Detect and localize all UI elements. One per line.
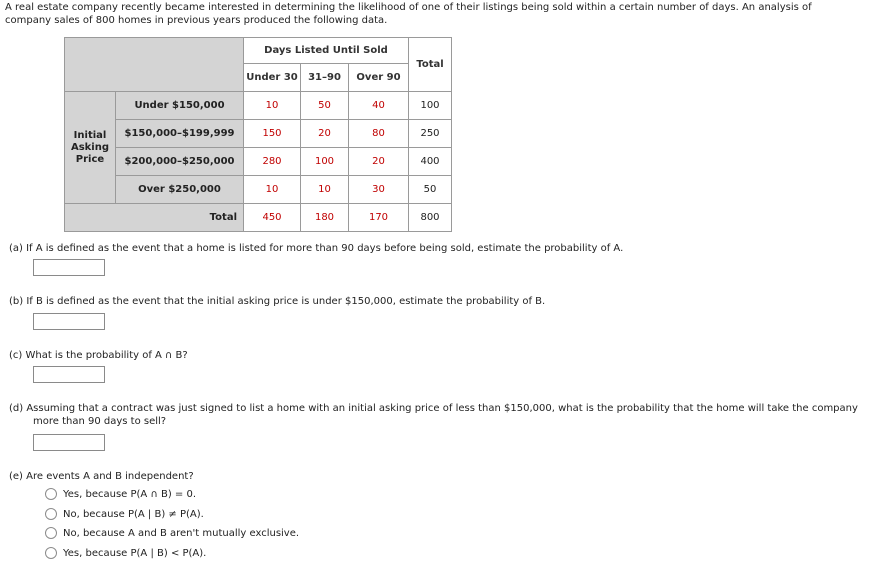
row-total: 250 [409,120,452,148]
answer-a-input[interactable] [33,259,105,276]
question-b: (b) If B is defined as the event that the initial asking price is under $150,000, estimate the probability of B. [9,296,546,307]
question-e: (e) Are events A and B independent? [9,471,194,482]
row-total: 400 [409,148,452,176]
radio-button-icon[interactable] [45,547,57,559]
option-label: No, because P(A | B) ≠ P(A). [63,508,204,520]
radio-button-icon[interactable] [45,508,57,520]
table-cell: 10 [244,92,301,120]
question-a: (a) If A is defined as the event that a home is listed for more than 90 days before being sold, estimate the probability of A. [9,243,624,254]
table-corner-cell [65,38,244,92]
table-cell: 40 [349,92,409,120]
table-cell: 150 [244,120,301,148]
question-d-line: (d) Assuming that a contract was just signed to list a home with an initial asking price of less than $150,000, what is the probability that the home will take the company [9,403,858,414]
row-label: Over $250,000 [116,176,244,204]
table-cell: 10 [244,176,301,204]
option-4[interactable] [45,547,206,559]
answer-c-input[interactable] [33,366,105,383]
row-label: $200,000–$250,000 [116,148,244,176]
col-header: 31–90 [301,64,349,92]
table-cell: 170 [349,204,409,232]
row-total: 50 [409,176,452,204]
days-header: Days Listed Until Sold [244,38,409,64]
total-header: Total [409,38,452,92]
table-cell: 50 [301,92,349,120]
question-d-line: more than 90 days to sell? [33,416,167,427]
row-total: 100 [409,92,452,120]
radio-button-icon[interactable] [45,488,57,500]
side-label-line: Initial [73,129,107,141]
radio-button-icon[interactable] [45,527,57,539]
question-d [9,402,858,428]
table-cell: 30 [349,176,409,204]
initial-asking-price-label [65,92,116,204]
answer-b-input[interactable] [33,313,105,330]
table-cell: 180 [301,204,349,232]
col-header: Over 90 [349,64,409,92]
option-3[interactable] [45,527,299,539]
option-label: Yes, because P(A | B) < P(A). [63,547,207,559]
total-row-label: Total [65,204,244,232]
col-header: Under 30 [244,64,301,92]
table-cell: 100 [301,148,349,176]
option-label: No, because A and B aren't mutually exclusive. [63,527,300,539]
grand-total: 800 [409,204,452,232]
table-cell: 10 [301,176,349,204]
table-cell: 280 [244,148,301,176]
option-2[interactable] [45,508,204,520]
side-label-line: Asking [70,141,110,153]
side-label-line: Price [75,153,105,165]
table-cell: 20 [349,148,409,176]
row-label: $150,000–$199,999 [116,120,244,148]
intro-text: A real estate company recently became interested in determining the likelihood of one of their listings being sold within a certain number of days. An analysis of company sales of 800 homes in previous years produced the following data. [5,2,812,26]
data-table [64,37,452,232]
option-label: Yes, because P(A ∩ B) = 0. [63,488,196,500]
row-label: Under $150,000 [116,92,244,120]
table-cell: 450 [244,204,301,232]
table-cell: 80 [349,120,409,148]
answer-d-input[interactable] [33,434,105,451]
question-c: (c) What is the probability of A ∩ B? [9,350,188,361]
table-cell: 20 [301,120,349,148]
option-1[interactable] [45,488,196,500]
